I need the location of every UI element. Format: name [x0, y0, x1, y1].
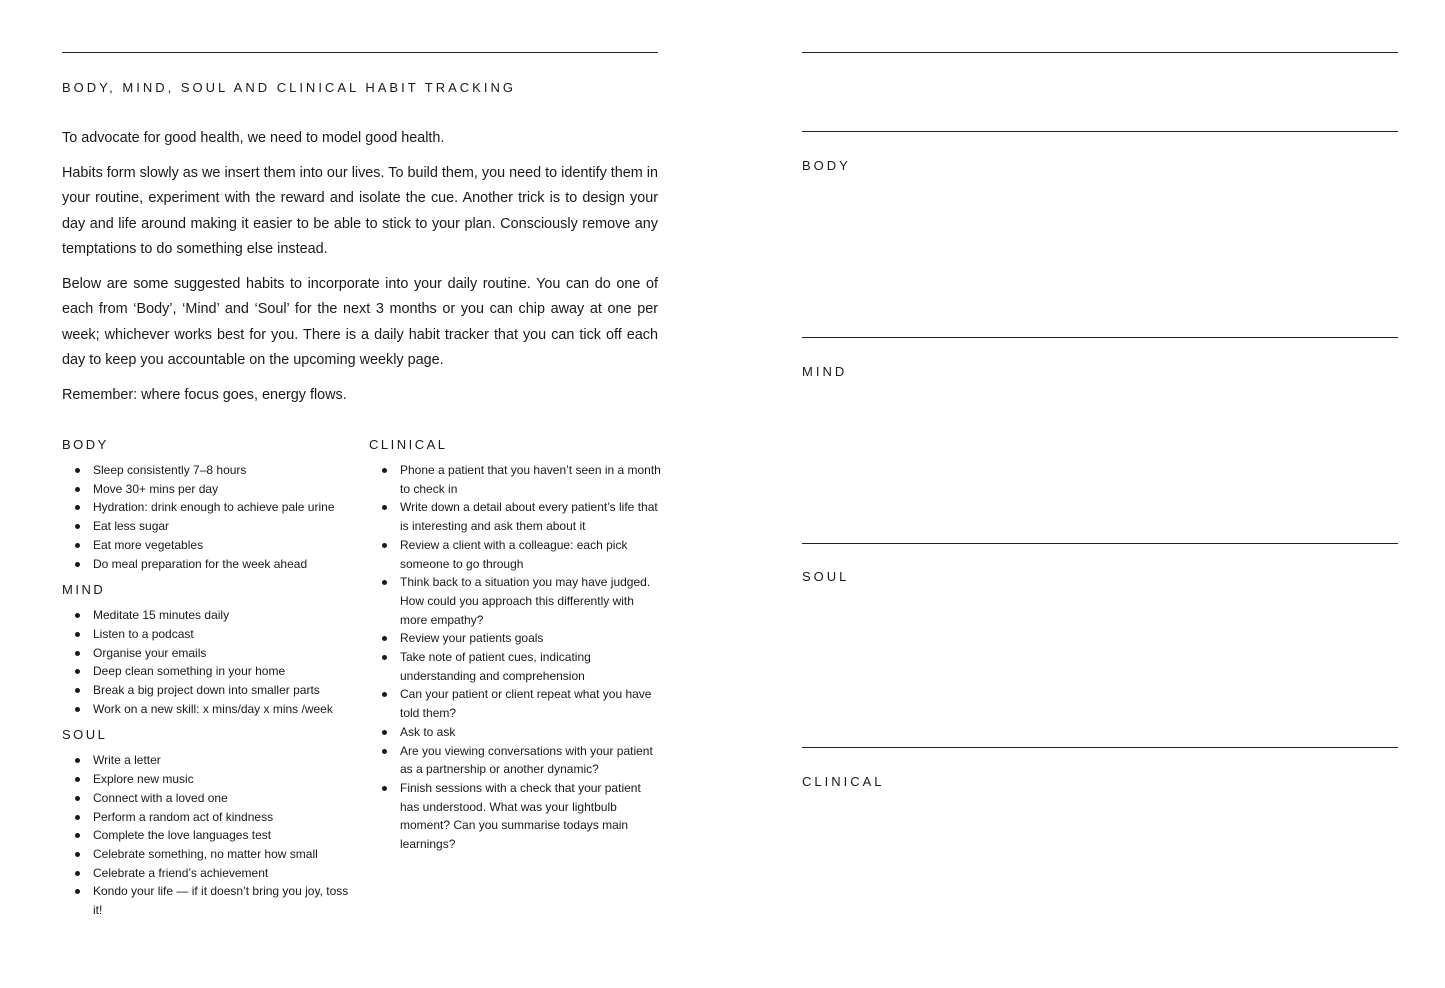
intro-paragraph: To advocate for good health, we need to model good health. — [62, 130, 445, 146]
list-item: Sleep consistently 7–8 hours — [93, 461, 352, 480]
list-item: Finish sessions with a check that your patient has understood. What was your lightbulb moment? Can you summarise todays main learnings? — [400, 779, 661, 854]
tracker-label-clinical: CLINICAL — [802, 774, 885, 789]
soul-habit-list — [62, 751, 352, 919]
tracker-label-mind: MIND — [802, 364, 848, 379]
list-item: Deep clean something in your home — [93, 662, 352, 681]
list-item: Review a client with a colleague: each pick someone to go through — [400, 536, 661, 573]
mind-heading: MIND — [62, 582, 106, 598]
list-item: Break a big project down into smaller parts — [93, 681, 352, 700]
list-item: Can your patient or client repeat what you have told them? — [400, 685, 661, 722]
list-item: Eat more vegetables — [93, 536, 352, 555]
list-item: Think back to a situation you may have judged. How could you approach this differently with more empathy? — [400, 573, 661, 629]
soul-heading: SOUL — [62, 727, 108, 743]
list-item: Explore new music — [93, 770, 352, 789]
habits-column-left — [62, 437, 352, 929]
list-item: Celebrate something, no matter how small — [93, 845, 352, 864]
section-divider — [802, 543, 1398, 544]
list-item: Phone a patient that you haven’t seen in a month to check in — [400, 461, 661, 498]
tracker-label-soul: SOUL — [802, 569, 850, 584]
habits-column-right — [369, 437, 661, 863]
list-item: Complete the love languages test — [93, 826, 352, 845]
intro-paragraph: Remember: where focus goes, energy flows. — [62, 386, 347, 403]
top-rule — [802, 52, 1398, 53]
intro-text — [62, 126, 658, 417]
list-item: Kondo your life — if it doesn’t bring you joy, toss it! — [93, 882, 352, 919]
list-item: Perform a random act of kindness — [93, 808, 352, 827]
clinical-habit-list — [369, 461, 661, 854]
list-item: Write a letter — [93, 751, 352, 770]
list-item: Hydration: drink enough to achieve pale urine — [93, 498, 352, 517]
section-divider — [802, 337, 1398, 338]
body-habit-list — [62, 461, 352, 573]
list-item: Write down a detail about every patient’s life that is interesting and ask them about it — [400, 498, 661, 535]
section-divider — [802, 131, 1398, 132]
list-item: Do meal preparation for the week ahead — [93, 555, 352, 574]
mind-habit-list — [62, 606, 352, 718]
left-page — [62, 0, 661, 988]
intro-paragraph: Below are some suggested habits to incorporate into your daily routine. You can do one of each from ‘Body’, ‘Mind’ and ‘Soul’ for the next 3 months or you can chip away at one per week; whichever works best for you. There is a daily habit tracker that you can tick off each day to keep you accountable on the upcoming weekly page. — [62, 275, 658, 368]
right-page — [802, 0, 1398, 988]
list-item: Ask to ask — [400, 723, 661, 742]
intro-paragraph: Habits form slowly as we insert them into our lives. To build them, you need to identify them in your routine, experiment with the reward and isolate the cue. Another trick is to design your day and life around making it easier to be able to stick to your plan. Consciously remove any temptations to do something else instead. — [62, 164, 658, 257]
list-item: Take note of patient cues, indicating understanding and comprehension — [400, 648, 661, 685]
list-item: Organise your emails — [93, 644, 352, 663]
body-heading: BODY — [62, 437, 109, 452]
clinical-heading: CLINICAL — [369, 437, 448, 452]
list-item: Are you viewing conversations with your patient as a partnership or another dynamic? — [400, 742, 661, 779]
tracker-label-body: BODY — [802, 158, 851, 173]
top-rule — [62, 52, 658, 53]
list-item: Work on a new skill: x mins/day x mins /week — [93, 700, 352, 719]
section-divider — [802, 747, 1398, 748]
list-item: Listen to a podcast — [93, 625, 352, 644]
list-item: Celebrate a friend’s achievement — [93, 864, 352, 883]
list-item: Eat less sugar — [93, 517, 352, 536]
list-item: Move 30+ mins per day — [93, 480, 352, 499]
list-item: Review your patients goals — [400, 629, 661, 648]
list-item: Meditate 15 minutes daily — [93, 606, 352, 625]
page-title: BODY, MIND, SOUL AND CLINICAL HABIT TRACKING — [62, 80, 516, 95]
list-item: Connect with a loved one — [93, 789, 352, 808]
